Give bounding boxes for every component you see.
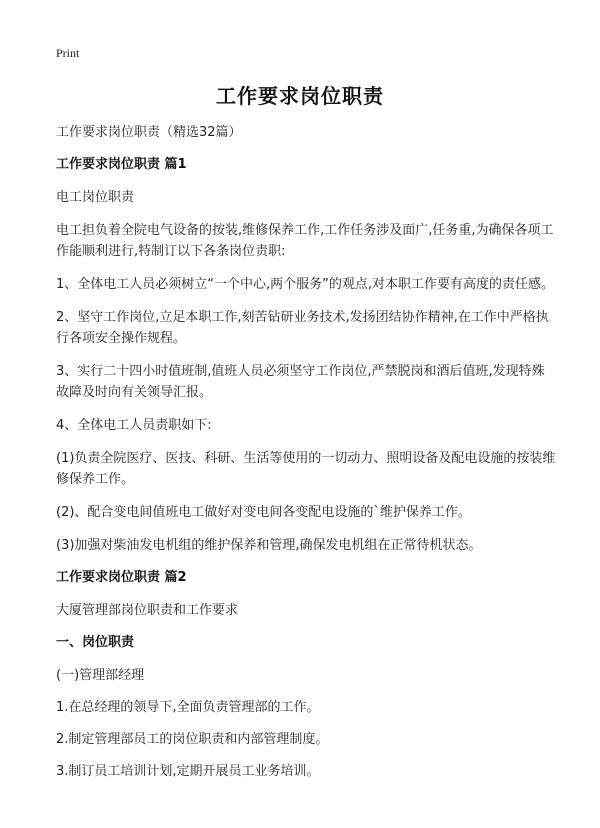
list-item: 2.制定管理部员工的岗位职责和内部管理制度。	[56, 732, 329, 747]
list-item: (一)管理部经理	[56, 668, 145, 683]
section-heading-2: 工作要求岗位职责 篇2	[56, 570, 187, 585]
paragraph: (2)、配合变电间值班电工做好对变电间各变配电设施的`维护保养工作。	[56, 505, 471, 520]
paragraph: 3、实行二十四小时值班制,值班人员必须坚守工作岗位,严禁脱岗和酒后值班,发现特殊故障及时向有关领导汇报。	[56, 364, 545, 400]
list-item: 1.在总经理的领导下,全面负责管理部的工作。	[56, 700, 320, 715]
subheading: 一、岗位职责	[56, 635, 135, 650]
paragraph: (1)负责全院医疗、医技、科研、生活等使用的一切动力、照明设备及配电设施的按装维修保养工作。	[56, 451, 556, 487]
paragraph: 电工担负着全院电气设备的按装,维修保养工作,工作任务涉及面广,任务重,为确保各项工作能顺利进行,特制订以下各条岗位责职:	[56, 223, 554, 259]
paragraph: 2、坚守工作岗位,立足本职工作,刻苦钻研业务技术,发扬团结协作精神,在工作中严格执行各项安全操作规程。	[56, 310, 549, 346]
list-item: 3.制订员工培训计划,定期开展员工业务培训。	[56, 764, 320, 779]
paragraph: 电工岗位职责	[56, 190, 135, 205]
section-heading-1: 工作要求岗位职责 篇1	[56, 157, 187, 172]
paragraph: 大厦管理部岗位职责和工作要求	[56, 603, 239, 618]
print-label: Print	[56, 46, 80, 60]
paragraph: 1、全体电工人员必须树立“一个中心,两个服务”的观点,对本职工作要有高度的责任感。	[56, 277, 555, 292]
document-title: 工作要求岗位职责	[216, 84, 384, 108]
document-body	[56, 122, 556, 793]
paragraph: (3)加强对柴油发电机组的维护保养和管理,确保发电机组在正常待机状态。	[56, 538, 482, 553]
document-subtitle: 工作要求岗位职责（精选32篇）	[56, 125, 242, 140]
paragraph: 4、全体电工人员责职如下:	[56, 418, 212, 433]
